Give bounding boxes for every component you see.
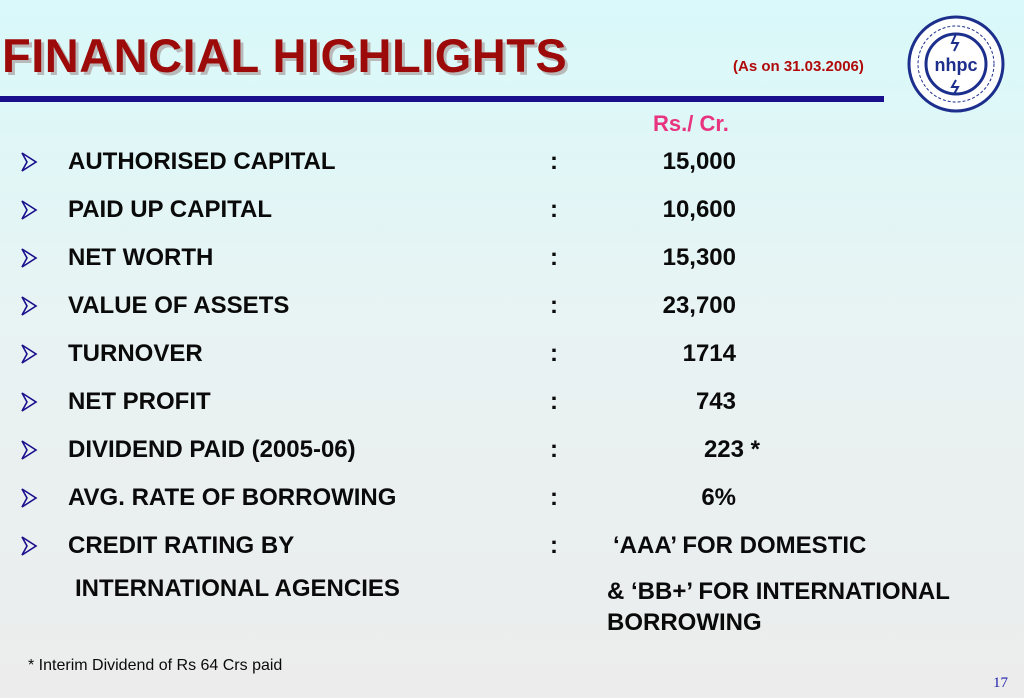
highlight-row xyxy=(0,292,1024,322)
highlight-value: 223 * xyxy=(703,436,760,463)
arrow-bullet-icon xyxy=(20,487,38,509)
page-number: 17 xyxy=(993,675,1008,691)
highlight-row xyxy=(0,484,1024,514)
highlight-label: PAID UP CAPITAL xyxy=(68,196,273,223)
credit-rating-value-line3: BORROWING xyxy=(607,609,762,636)
highlight-value: 6% xyxy=(701,484,736,511)
highlight-label: CREDIT RATING BY xyxy=(68,532,295,559)
highlight-value: 15,000 xyxy=(662,148,736,175)
highlight-label: NET PROFIT xyxy=(68,388,211,415)
highlight-label: AVG. RATE OF BORROWING xyxy=(68,484,397,511)
logo-text: nhpc xyxy=(934,55,978,75)
credit-rating-label-line2: INTERNATIONAL AGENCIES xyxy=(75,575,400,602)
arrow-bullet-icon xyxy=(20,439,38,461)
separator-colon: : xyxy=(550,436,558,463)
nhpc-logo xyxy=(906,14,1006,114)
unit-label: Rs./ Cr. xyxy=(653,111,729,136)
separator-colon: : xyxy=(550,340,558,367)
highlight-row xyxy=(0,148,1024,178)
separator-colon: : xyxy=(550,148,558,175)
highlight-row xyxy=(0,532,1024,562)
footnote: * Interim Dividend of Rs 64 Crs paid xyxy=(28,657,283,674)
highlight-row xyxy=(0,340,1024,370)
highlight-label: TURNOVER xyxy=(68,340,203,367)
separator-colon: : xyxy=(550,388,558,415)
highlight-value: ‘AAA’ FOR DOMESTIC xyxy=(613,532,867,559)
separator-colon: : xyxy=(550,244,558,271)
highlight-value: 15,300 xyxy=(662,244,736,271)
title-underline xyxy=(0,96,884,102)
highlight-label: AUTHORISED CAPITAL xyxy=(68,148,336,175)
page-title: FINANCIAL HIGHLIGHTS xyxy=(2,29,568,82)
separator-colon: : xyxy=(550,532,558,559)
as-on-date: (As on 31.03.2006) xyxy=(733,58,864,75)
separator-colon: : xyxy=(550,484,558,511)
highlight-value: 23,700 xyxy=(662,292,736,319)
arrow-bullet-icon xyxy=(20,199,38,221)
highlight-value: 1714 xyxy=(682,340,736,367)
separator-colon: : xyxy=(550,196,558,223)
highlight-row xyxy=(0,436,1024,466)
arrow-bullet-icon xyxy=(20,151,38,173)
credit-rating-value-line2: & ‘BB+’ FOR INTERNATIONAL xyxy=(607,578,950,605)
highlight-row xyxy=(0,388,1024,418)
arrow-bullet-icon xyxy=(20,535,38,557)
separator-colon: : xyxy=(550,292,558,319)
highlight-value: 10,600 xyxy=(662,196,736,223)
highlight-label: DIVIDEND PAID (2005-06) xyxy=(68,436,356,463)
arrow-bullet-icon xyxy=(20,295,38,317)
arrow-bullet-icon xyxy=(20,391,38,413)
arrow-bullet-icon xyxy=(20,247,38,269)
highlight-row xyxy=(0,244,1024,274)
highlight-label: NET WORTH xyxy=(68,244,214,271)
highlight-row xyxy=(0,196,1024,226)
highlight-value: 743 xyxy=(695,388,736,415)
arrow-bullet-icon xyxy=(20,343,38,365)
highlight-label: VALUE OF ASSETS xyxy=(68,292,290,319)
